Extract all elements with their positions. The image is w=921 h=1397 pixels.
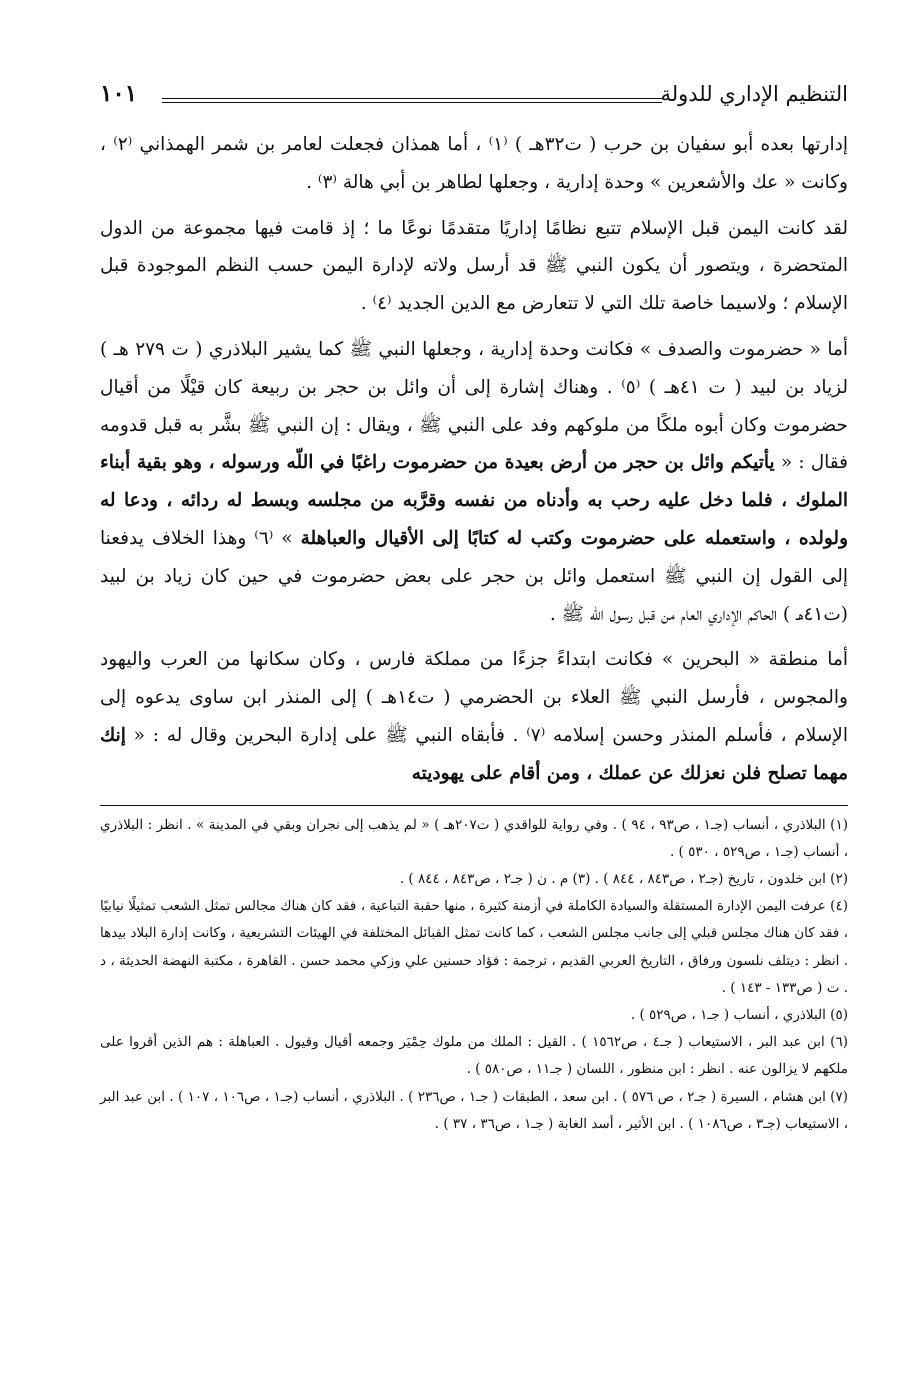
book-page: [100, 76, 848, 1138]
footnote-1: (١) البلاذري ، أنساب (جـ١ ، ص٩٣ ، ٩٤ ) . وفي رواية للواقدي ( ت٢٠٧هـ ) « لم يذهب إلى نجران وبقي في المدينة » . انظر : البلاذري ، أنساب (جـ١ ، ص٥٢٩ ، ٥٣٠ ) .: [100, 816, 848, 860]
paragraph-2: [100, 210, 848, 323]
footnote-5: (٥) البلاذري ، أنساب ( جـ١ ، ص٥٢٩ ) .: [630, 1006, 848, 1023]
paragraph-text: » ⁽٦⁾ وهذا الخلاف يدفعنا إلى القول إن النبي ﷺ استعمل وائل بن حجر على بعض حضرموت في حين كان زياد بن لبيد (ت٤١هـ ) الحاكم الإداري العام من قبل رسول اللّه ﷺ .: [100, 527, 848, 625]
footnote-4: (٤) عرفت اليمن الإدارة المستقلة والسيادة الكاملة في أزمنة كثيرة ، منها حقبة التباعية ، فقد كان هناك مجالس تمثل الشعب تمثيلًا نيابيًا ، فقد كان هناك مجلس قبلي إلى جانب مجلس الشعب ، كما كانت تمثل القبائل المختلفة في الهيئات التشريعية ، وكانت إدارة البلاد بيدها . انظر : ديتلف نلسون ورفاق ، التاريخ العربي القديم ، ترجمة : فؤاد حسنين علي وزكي محمد حسن . القاهرة ، مكتبة النهضة الحديثة ، د . ت ( ص١٣٣ - ١٤٣ ) .: [100, 898, 848, 996]
running-header: [100, 76, 848, 116]
footnote-separator: [100, 805, 848, 806]
hadith-quote: إنك مهما تصلح فلن نعزلك عن عملك ، ومن أقام على يهوديته: [100, 724, 848, 784]
paragraph-text: إدارتها بعده أبو سفيان بن حرب ( ت٣٢هـ ) ⁽١⁾ ، أما همذان فجعلت لعامر بن شمر الهمذاني ⁽٢⁾ ، وكانت « عك والأشعرين » وحدة إدارية ، وجعلها لطاهر بن أبي هالة ⁽٣⁾ .: [100, 134, 849, 193]
page-number: ١٠١: [100, 80, 138, 107]
paragraph-text: لقد كانت اليمن قبل الإسلام تتبع نظامًا إداريًا متقدمًا نوعًا ما ؛ إذ قامت فيها مجموعة من الدول المتحضرة ، ويتصور أن يكون النبي ﷺ قد أرسل ولاته لإدارة اليمن حسب النظم الموجودة قبل الإسلام ؛ ولاسيما خاصة تلك التي لا تتعارض مع الدين الجديد ⁽٤⁾ .: [100, 217, 848, 315]
paragraph-3: [100, 331, 848, 633]
footnotes: [100, 812, 848, 1138]
main-text: [100, 126, 848, 793]
hadith-quote: يأتيكم وائل بن حجر من أرض بعيدة من حضرموت راغبًا في اللّه ورسوله ، وهو بقية أبناء الملوك ، فلما دخل عليه رحب به وأدناه من نفسه وقرَّبه من مجلسه وبسط له ردائه ، ودعا له ولولده ، واستعمله على حضرموت وكتب له كتابًا إلى الأقيال والعباهلة: [100, 452, 848, 549]
paragraph-text: أما منطقة « البحرين » فكانت ابتداءً جزءًا من مملكة فارس ، وكان سكانها من العرب واليهود والمجوس ، فأرسل النبي ﷺ العلاء بن الحضرمي ( ت١٤هـ ) إلى المنذر ابن ساوى يدعوه إلى الإسلام ، فأسلم المنذر وحسن إسلامه ⁽٧⁾ . فأبقاه النبي ﷺ على إدارة البحرين وقال له : «: [100, 649, 848, 746]
paragraph-4: [100, 641, 848, 792]
paragraph-1: [100, 126, 848, 202]
running-title: التنظيم الإداري للدولة: [660, 82, 848, 106]
header-rule: [162, 98, 662, 103]
footnote-2-3: (٢) ابن خلدون ، تاريخ (جـ٢ ، ص٨٤٣ ، ٨٤٤ ) . (٣) م . ن ( جـ٢ ، ص٨٤٣ ، ٨٤٤ ) .: [399, 870, 848, 887]
footnote-7: (٧) ابن هشام ، السيرة ( جـ٢ ، ص ٥٧٦ ) . ابن سعد ، الطبقات ( جـ١ ، ص٢٣٦ ) . البلاذري ، أنساب (جـ١ ، ص١٠٦ ، ١٠٧ ) . ابن عبد البر ، الاستيعاب (جـ٣ ، ص١٠٨٦ ) . ابن الأثير ، أسد الغابة ( جـ١ ، ص٣٦ ، ٣٧ ) .: [100, 1088, 848, 1132]
footnote-6: (٦) ابن عبد البر ، الاستيعاب ( جـ٤ ، ص١٥٦٢ ) . القيل : الملك من ملوك حِمْيَر وجمعه أقيال وقيول . العباهلة : هم الذين أقروا على ملكهم لا يزالون عنه . انظر : ابن منظور ، اللسان ( جـ١١ ، ص٥٨٠ ) .: [100, 1034, 848, 1078]
paragraph-text: أما « حضرموت والصدف » فكانت وحدة إدارية ، وجعلها النبي ﷺ كما يشير البلاذري ( ت ٢٧٩ هـ ) لزياد بن لبيد ( ت ٤١هـ ) ⁽٥⁾ . وهناك إشارة إلى أن وائل بن حجر بن ربيعة كان قيْلًا من أقيال حضرموت وكان أبوه ملكًا من ملوكهم وفد على النبي ﷺ ، ويقال : إن النبي ﷺ بشَّر به قبل قدومه فقال : «: [100, 338, 849, 474]
